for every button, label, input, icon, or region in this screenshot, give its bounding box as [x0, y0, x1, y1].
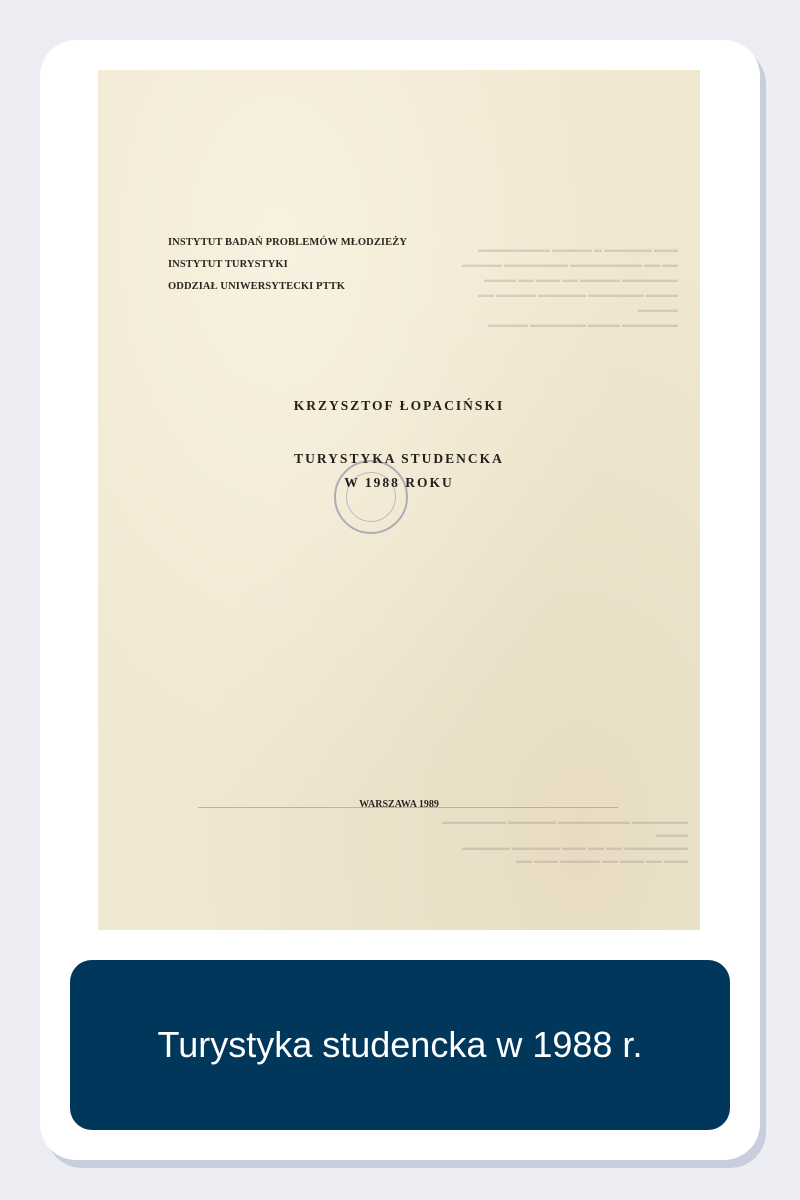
- institution-line: INSTYTUT TURYSTYKI: [168, 259, 288, 270]
- title-line-2: W 1988 ROKU: [344, 475, 454, 490]
- bleed-through-text-bottom: ▬▬▬▬▬▬▬ ▬▬▬▬▬▬▬▬▬ ▬▬▬▬▬▬ ▬▬▬▬▬▬▬▬ ▬▬▬▬ ▬▬▬▬▬▬▬▬ ▬▬ ▬▬ ▬▬▬ ▬▬▬▬▬▬ ▬▬▬▬▬▬ ▬▬▬ ▬▬ ▬▬▬ ▬▬ ▬▬▬▬▬ ▬▬▬ ▬▬: [442, 817, 688, 865]
- scanned-title-page: [98, 70, 700, 930]
- bleed-through-text-top: ▬▬▬ ▬▬▬▬▬▬ ▬ ▬▬▬▬▬ ▬▬▬▬▬▬▬▬▬ ▬▬ ▬▬ ▬▬▬▬▬▬▬▬▬ ▬▬▬▬▬▬▬▬ ▬▬▬▬▬ ▬▬▬▬▬▬▬ ▬▬▬▬▬ ▬▬ ▬▬▬ ▬▬ ▬▬▬▬ ▬▬▬▬ ▬▬▬▬▬▬▬ ▬▬▬▬▬▬ ▬▬▬▬▬ ▬▬ ▬▬▬▬▬ ▬▬▬▬▬▬▬ ▬▬▬▬ ▬▬▬▬▬▬▬ ▬▬▬▬▬: [462, 245, 678, 329]
- place-and-year: WARSZAWA 1989: [359, 799, 439, 810]
- institution-line: ODDZIAŁ UNIWERSYTECKI PTTK: [168, 281, 346, 292]
- caption-banner: [70, 960, 730, 1130]
- author-name: KRZYSZTOF ŁOPACIŃSKI: [293, 398, 505, 413]
- document-title: [98, 447, 700, 495]
- title-line-1: TURYSTYKA STUDENCKA: [294, 451, 504, 466]
- institutions-block: [168, 232, 407, 298]
- caption-text: Turystyka studencka w 1988 r.: [157, 1024, 643, 1065]
- institution-line: INSTYTUT BADAŃ PROBLEMÓW MŁODZIEŻY: [168, 237, 408, 248]
